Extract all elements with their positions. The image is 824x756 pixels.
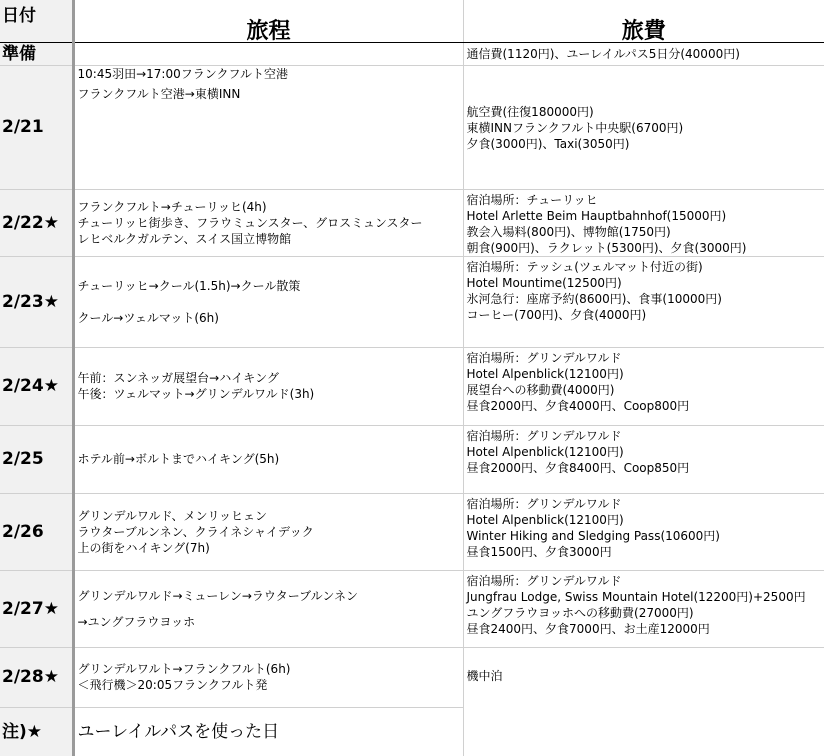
plan-line: 午後：ツェルマット→グリンデルワルド(3h) [77, 387, 315, 401]
cost-line: Hotel Arlette Beim Hauptbahnhof(15000円) [466, 208, 727, 223]
date-cell[interactable]: 準備 [0, 42, 73, 65]
cost-cell[interactable] [463, 189, 824, 256]
table-row [0, 256, 824, 347]
table-row [0, 189, 824, 256]
date-cell[interactable]: 2/26 [0, 493, 73, 570]
cost-cell[interactable] [463, 65, 824, 189]
cost-line: 宿泊場所：グリンデルワルド [466, 496, 622, 511]
header-cost[interactable]: 旅費 [463, 0, 824, 42]
header-row [0, 0, 824, 42]
cost-line: 宿泊場所：グリンデルワルド [466, 350, 622, 365]
cost-cell[interactable] [463, 256, 824, 347]
plan-cell[interactable] [73, 570, 463, 647]
cost-line: Jungfrau Lodge, Swiss Mountain Hotel(12200円)+2500円 [466, 589, 806, 604]
plan-line: グリンデルワルト→フランクフルト(6h) [77, 662, 291, 676]
plan-cell[interactable] [73, 256, 463, 347]
cost-line: 東横INNフランクフルト中央駅(6700円) [466, 120, 684, 135]
cost-line: Hotel Alpenblick(12100円) [466, 444, 624, 459]
table-row [0, 65, 824, 189]
plan-line: クール→ツェルマット(6h) [77, 310, 219, 325]
date-cell[interactable]: 2/24★ [0, 347, 73, 425]
date-cell[interactable]: 2/23★ [0, 256, 73, 347]
header-plan[interactable]: 旅程 [73, 0, 463, 42]
table-row [0, 493, 824, 570]
table-row [0, 647, 824, 707]
plan-cell[interactable] [73, 189, 463, 256]
plan-line: レヒベルクガルテン、スイス国立博物館 [77, 231, 292, 246]
note-text[interactable]: ユーレイルパスを使った日 [73, 707, 463, 756]
plan-cell[interactable] [73, 347, 463, 425]
cost-cell[interactable] [463, 347, 824, 425]
cost-line: 宿泊場所：チューリッヒ [466, 192, 598, 207]
date-cell[interactable]: 2/22★ [0, 189, 73, 256]
plan-line: フランクフルト空港→東横INN [77, 86, 241, 101]
plan-line: フランクフルト→チューリッヒ(4h) [77, 199, 267, 214]
plan-line: グリンデルワルド、メンリッヒェン [77, 508, 267, 523]
header-date[interactable]: 日付 [0, 0, 73, 42]
cost-line: 宿泊場所：グリンデルワルド [466, 573, 622, 588]
cost-line: 教会入場料(800円)、博物館(1750円) [466, 224, 671, 239]
cost-line: Winter Hiking and Sledging Pass(10600円) [466, 528, 720, 543]
cost-cell[interactable] [463, 425, 824, 493]
plan-line: ＜飛行機＞20:05フランクフルト発 [77, 678, 268, 692]
table-row [0, 42, 824, 65]
cost-cell[interactable] [463, 493, 824, 570]
cost-line: 昼食2000円、夕食8400円、Coop850円 [466, 460, 690, 475]
cost-line: コーヒー(700円)、夕食(4000円) [466, 307, 647, 322]
cost-line: 航空費(往復180000円) [466, 104, 594, 119]
cost-line: 夕食(3000円)、Taxi(3050円) [466, 136, 630, 151]
cost-cell[interactable] [463, 42, 824, 65]
table-row [0, 347, 824, 425]
cost-cell[interactable] [463, 570, 824, 647]
note-label[interactable]: 注)★ [0, 707, 73, 756]
date-cell[interactable]: 2/27★ [0, 570, 73, 647]
plan-line: グリンデルワルド→ミューレン→ラウターブルンネン [77, 588, 359, 603]
cost-line: 朝食(900円)、ラクレット(5300円)、夕食(3000円) [466, 240, 747, 255]
plan-cell[interactable] [73, 42, 463, 65]
plan-line: →ユングフラウヨッホ [77, 614, 196, 629]
plan-cell[interactable] [73, 647, 463, 707]
cost-line: Hotel Mountime(12500円) [466, 275, 622, 290]
table-row [0, 425, 824, 493]
plan-cell[interactable] [73, 65, 463, 189]
plan-line: 10:45羽田→17:00フランクフルト空港 [77, 66, 288, 81]
cost-line: Hotel Alpenblick(12100円) [466, 366, 624, 381]
date-cell[interactable]: 2/21 [0, 65, 73, 189]
plan-line: チューリッヒ街歩き、フラウミュンスター、グロスミュンスター [77, 215, 423, 230]
cost-cell[interactable] [463, 647, 824, 756]
cost-line: 氷河急行：座席予約(8600円)、食事(10000円) [466, 291, 722, 306]
cost-line: 通信費(1120円)、ユーレイルパス5日分(40000円) [466, 46, 740, 61]
plan-spacer [78, 294, 460, 310]
cost-line: Hotel Alpenblick(12100円) [466, 512, 624, 527]
plan-cell[interactable] [73, 425, 463, 493]
cost-line: 機中泊 [466, 668, 503, 683]
cost-line: 宿泊場所：テッシュ(ツェルマット付近の街) [466, 259, 703, 274]
date-cell[interactable]: 2/28★ [0, 647, 73, 707]
plan-line: ラウターブルンネン、クライネシャイデック [77, 524, 314, 539]
date-cell[interactable]: 2/25 [0, 425, 73, 493]
cost-line: 宿泊場所：グリンデルワルド [466, 428, 622, 443]
cost-line: 昼食2000円、夕食4000円、Coop800円 [466, 398, 690, 413]
plan-spacer [78, 604, 460, 614]
plan-line: 上の街をハイキング(7h) [77, 540, 210, 555]
cost-line: 昼食2400円、夕食7000円、お土産12000円 [466, 621, 710, 636]
cost-line: 昼食1500円、夕食3000円 [466, 544, 612, 559]
plan-cell[interactable] [73, 493, 463, 570]
cost-line: 展望台への移動費(4000円) [466, 382, 615, 397]
table-row [0, 570, 824, 647]
cost-line: ユングフラウヨッホへの移動費(27000円) [466, 605, 694, 620]
plan-line: チューリッヒ→クール(1.5h)→クール散策 [77, 278, 301, 293]
plan-line: ホテル前→ボルトまでハイキング(5h) [77, 452, 280, 466]
plan-line: 午前：スンネッガ展望台→ハイキング [77, 371, 279, 385]
